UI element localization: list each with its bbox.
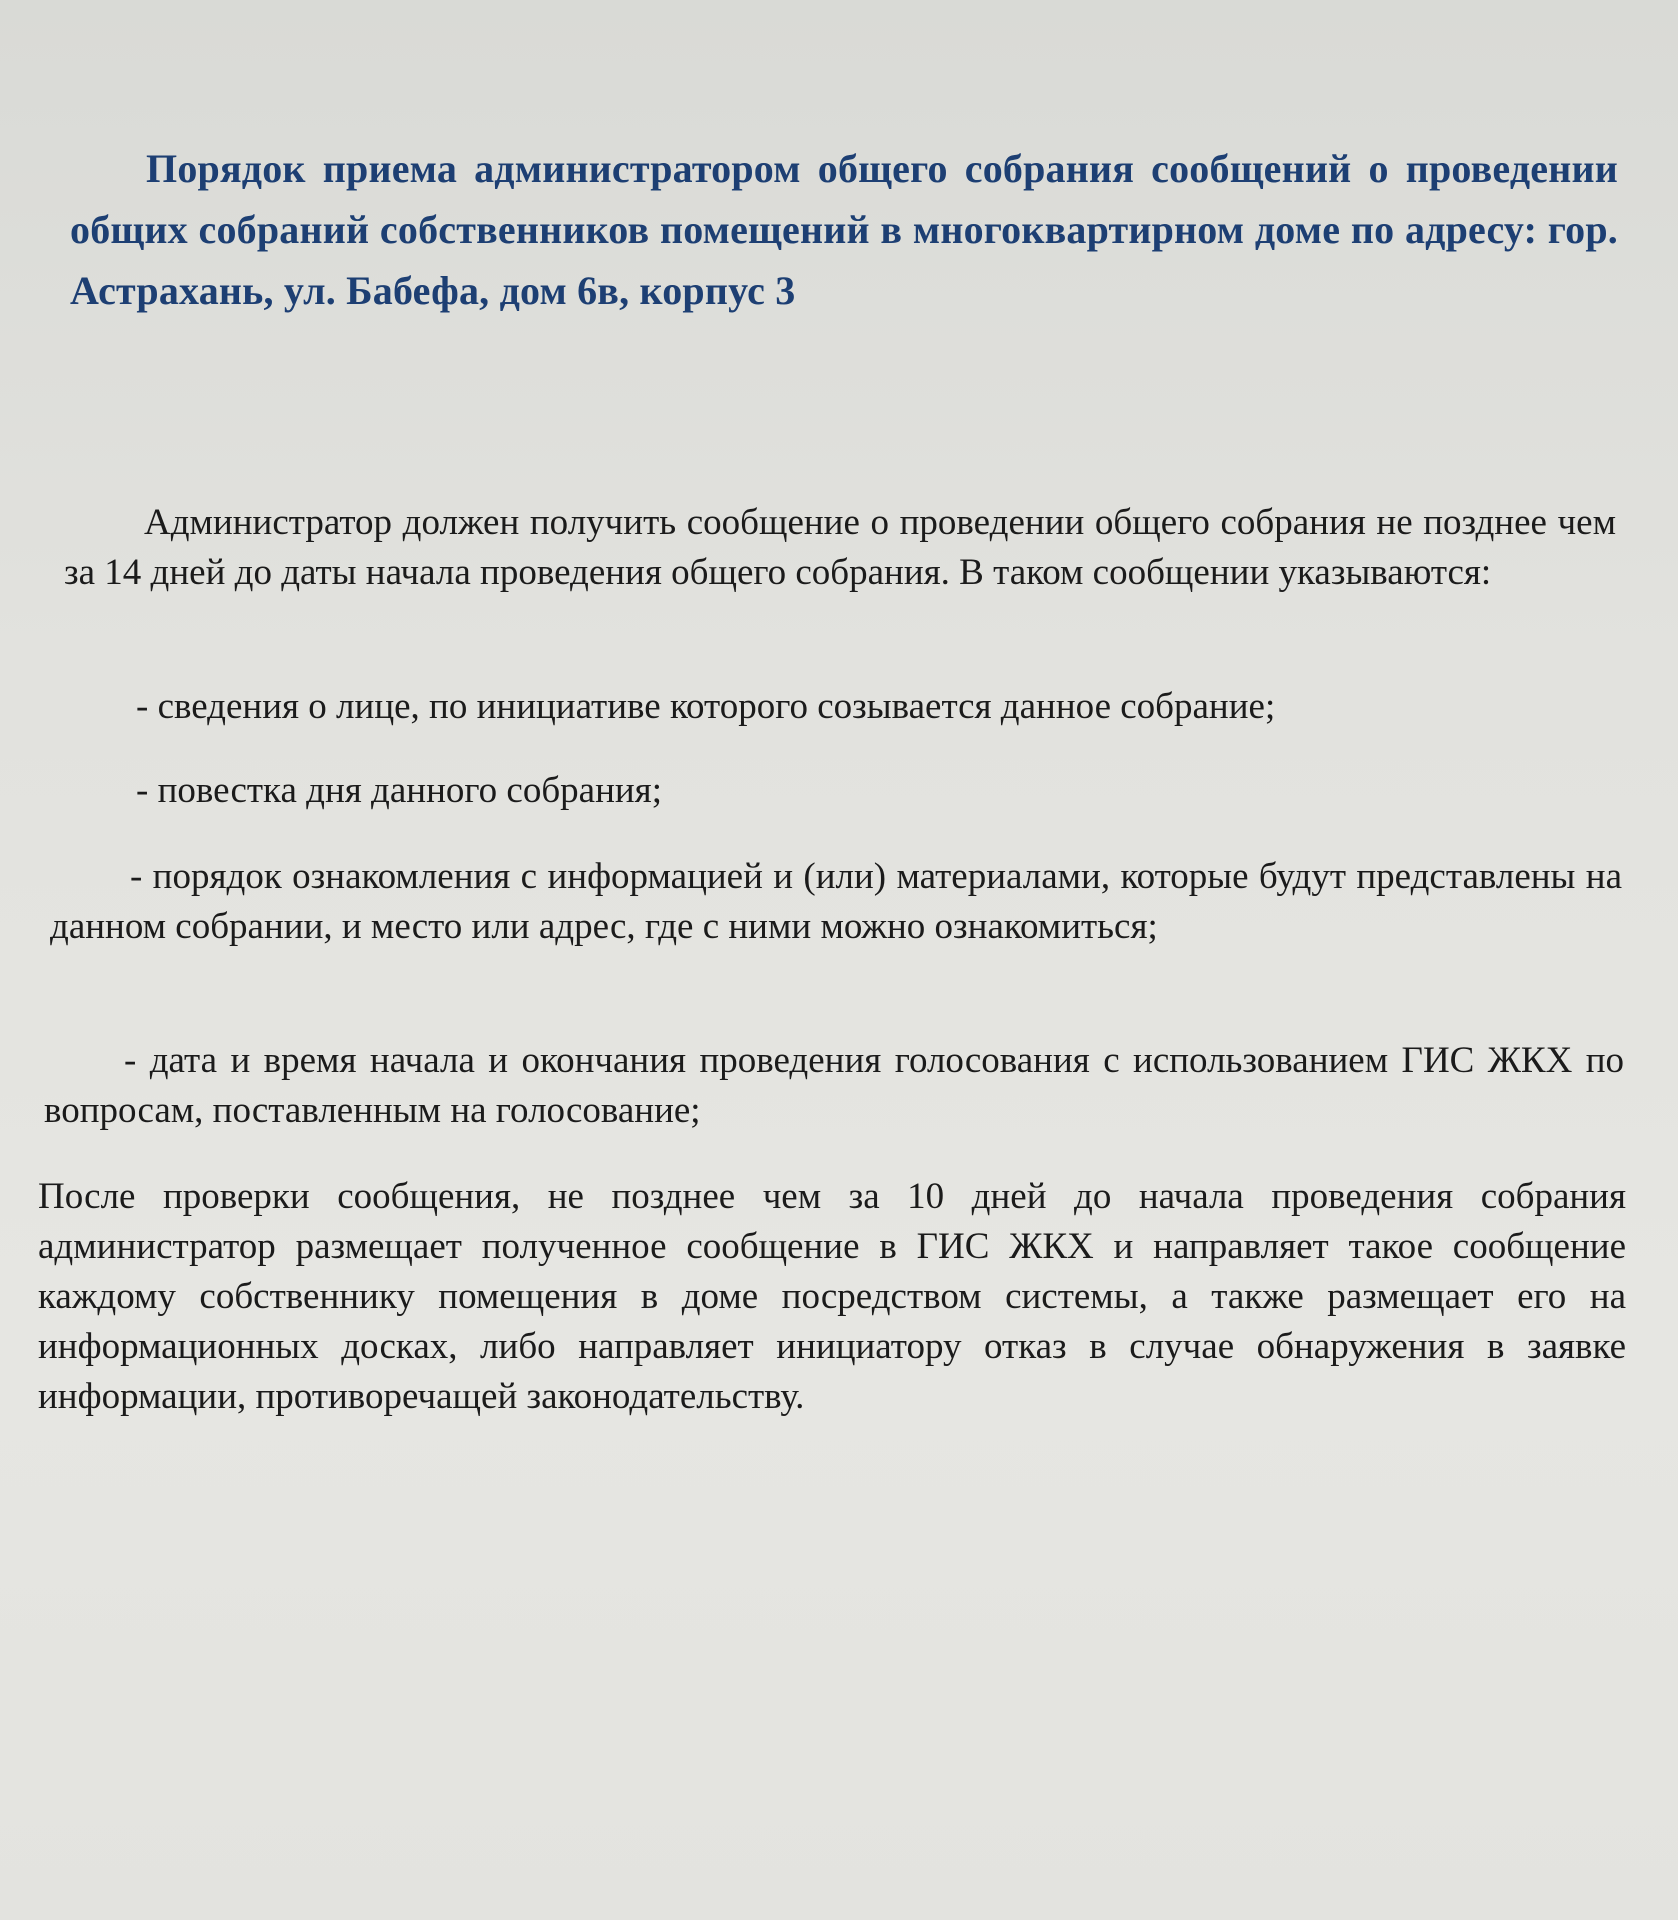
final-paragraph: После проверки сообщения, не позднее чем за 10 дней до начала проведения собрания администратор размещает полученное сообщение в ГИС ЖКХ и направляет такое сообщение каждому собственнику помещения в доме посредством системы, а также размещает его на информационных досках, либо направляет инициатору отказ в случае обнаружения в заявке информации, противоречащей законодательству. [38, 1176, 1626, 1417]
document-title: Порядок приема администратором общего собрания сообщений о проведении общих собраний собственников помещений в многоквартирном доме по адресу: гор. Астрахань, ул. Бабефа, дом 6в, корпус 3 [70, 146, 1618, 313]
list-item: - повестка дня данного собрания; [136, 770, 662, 811]
list-item: - сведения о лице, по инициативе которого созывается данное собрание; [136, 686, 1276, 727]
intro-paragraph: Администратор должен получить сообщение о проведении общего собрания не позднее чем за 14 дней до даты начала проведения общего собрания. В таком сообщении указываются: [64, 502, 1616, 593]
list-item: - дата и время начала и окончания проведения голосования с использованием ГИС ЖКХ по вопросам, поставленным на голосование; [44, 1040, 1624, 1131]
list-item: - порядок ознакомления с информацией и (или) материалами, которые будут представлены на данном собрании, и место или адрес, где с ними можно ознакомиться; [50, 856, 1622, 947]
